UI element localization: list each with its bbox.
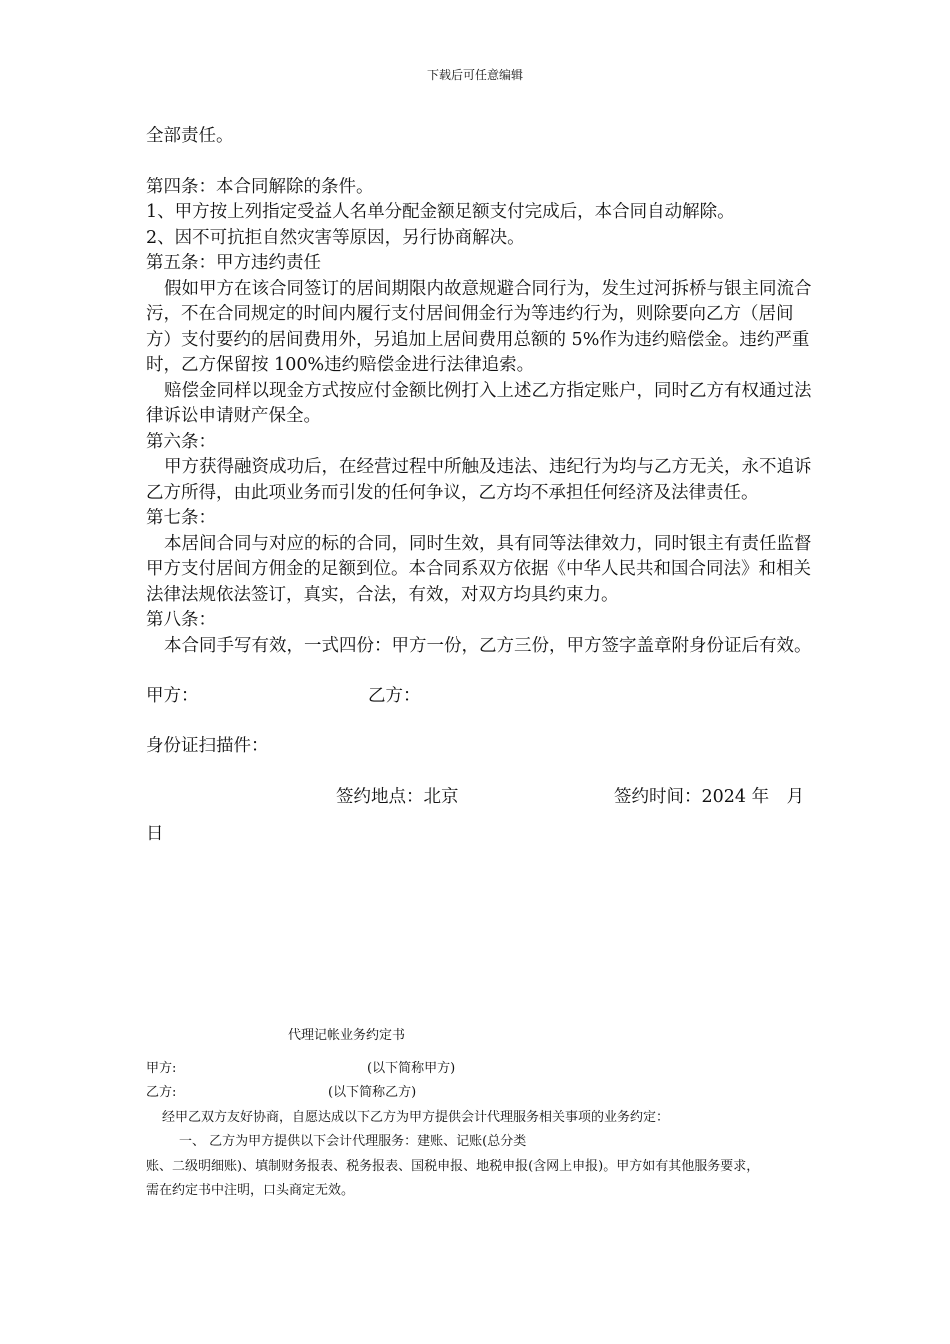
agreement-intro: 经甲乙双方友好协商，自愿达成以下乙方为甲方提供会计代理服务相关事项的业务约定：: [162, 1109, 670, 1125]
article-5-title: 第五条：甲方违约责任: [146, 253, 321, 273]
article-4-title: 第四条：本合同解除的条件。: [146, 176, 374, 197]
signing-place: 签约地点：北京: [336, 786, 459, 807]
contract-body: [146, 124, 816, 847]
signing-time: 签约时间：2024 年 月: [614, 786, 805, 807]
article-4-item-1: 1、甲方按上列指定受益人名单分配金额足额支付完成后，本合同自动解除。: [146, 202, 735, 222]
spacer: [146, 760, 816, 785]
agreement-item-1-line-1: 一、 乙方为甲方提供以下会计代理服务：建账、记账(总分类: [179, 1134, 527, 1149]
agreement-item-1-line-3: 需在约定书中注明，口头商定无效。: [146, 1183, 355, 1198]
agreement-party-b-note: (以下简称乙方): [328, 1085, 417, 1100]
article-6-title: 第六条：: [146, 431, 216, 452]
party-b-signature-label: 乙方：: [368, 686, 421, 706]
article-5-paragraph-1: 假如甲方在该合同签订的居间期限内故意规避合同行为，发生过河拆桥与银主同流合污，不在合同规定的时间内履行支付居间佣金行为等违约行为，则除要向乙方（居间方）支付要约的居间费用外，另追加上居间费用总额的 5%作为违约赔偿金。违约严重时，乙方保留按 100%违约赔偿金进行法律追索。: [146, 278, 812, 375]
spacer: [146, 659, 816, 684]
article-8-title: 第八条：: [146, 610, 216, 630]
signing-day: 日: [146, 823, 164, 844]
spacer: [146, 709, 816, 734]
agreement-party-a-note: (以下简称甲方): [367, 1060, 456, 1076]
agreement-party-b-label: 乙方:: [146, 1085, 177, 1100]
agreement-party-a-row: [146, 1057, 826, 1082]
paragraph-responsibility: 全部责任。: [146, 126, 234, 146]
page-header-note: 下载后可任意编辑: [426, 68, 523, 82]
agreement-party-b-row: [146, 1081, 826, 1106]
article-5-paragraph-2: 赔偿金同样以现金方式按应付金额比例打入上述乙方指定账户，同时乙方有权通过法律诉讼申请财产保全。: [146, 380, 812, 426]
party-a-signature-label: 甲方：: [146, 686, 199, 706]
bookkeeping-agreement: [146, 1024, 826, 1204]
signature-row: [146, 684, 816, 709]
spacer: [146, 150, 816, 175]
agreement-item-1-line-2: 账、二级明细账)、填制财务报表、税务报表、国税申报、地税申报(含网上申报)。甲方如有其他服务要求，: [146, 1158, 760, 1174]
article-6-paragraph: 甲方获得融资成功后，在经营过程中所触及违法、违纪行为均与乙方无关，永不追诉乙方所得，由此项业务而引发的任何争议，乙方均不承担任何经济及法律责任。: [146, 457, 812, 503]
article-8-paragraph: 本合同手写有效，一式四份：甲方一份，乙方三份，甲方签字盖章附身份证后有效。: [164, 635, 812, 656]
agreement-title: 代理记帐业务约定书: [288, 1028, 406, 1043]
signing-info-row: [146, 785, 816, 810]
article-7-title: 第七条：: [146, 508, 216, 528]
agreement-party-a-label: 甲方:: [146, 1060, 177, 1076]
id-scan-label: 身份证扫描件：: [146, 736, 269, 756]
article-4-item-2: 2、因不可抗拒自然灾害等原因，另行协商解决。: [146, 227, 525, 248]
article-7-paragraph: 本居间合同与对应的标的合同，同时生效，具有同等法律效力，同时银主有责任监督甲方支付居间方佣金的足额到位。本合同系双方依据《中华人民共和国合同法》和相关法律法规依法签订，真实，合法，有效，对双方均具约束力。: [146, 533, 812, 605]
